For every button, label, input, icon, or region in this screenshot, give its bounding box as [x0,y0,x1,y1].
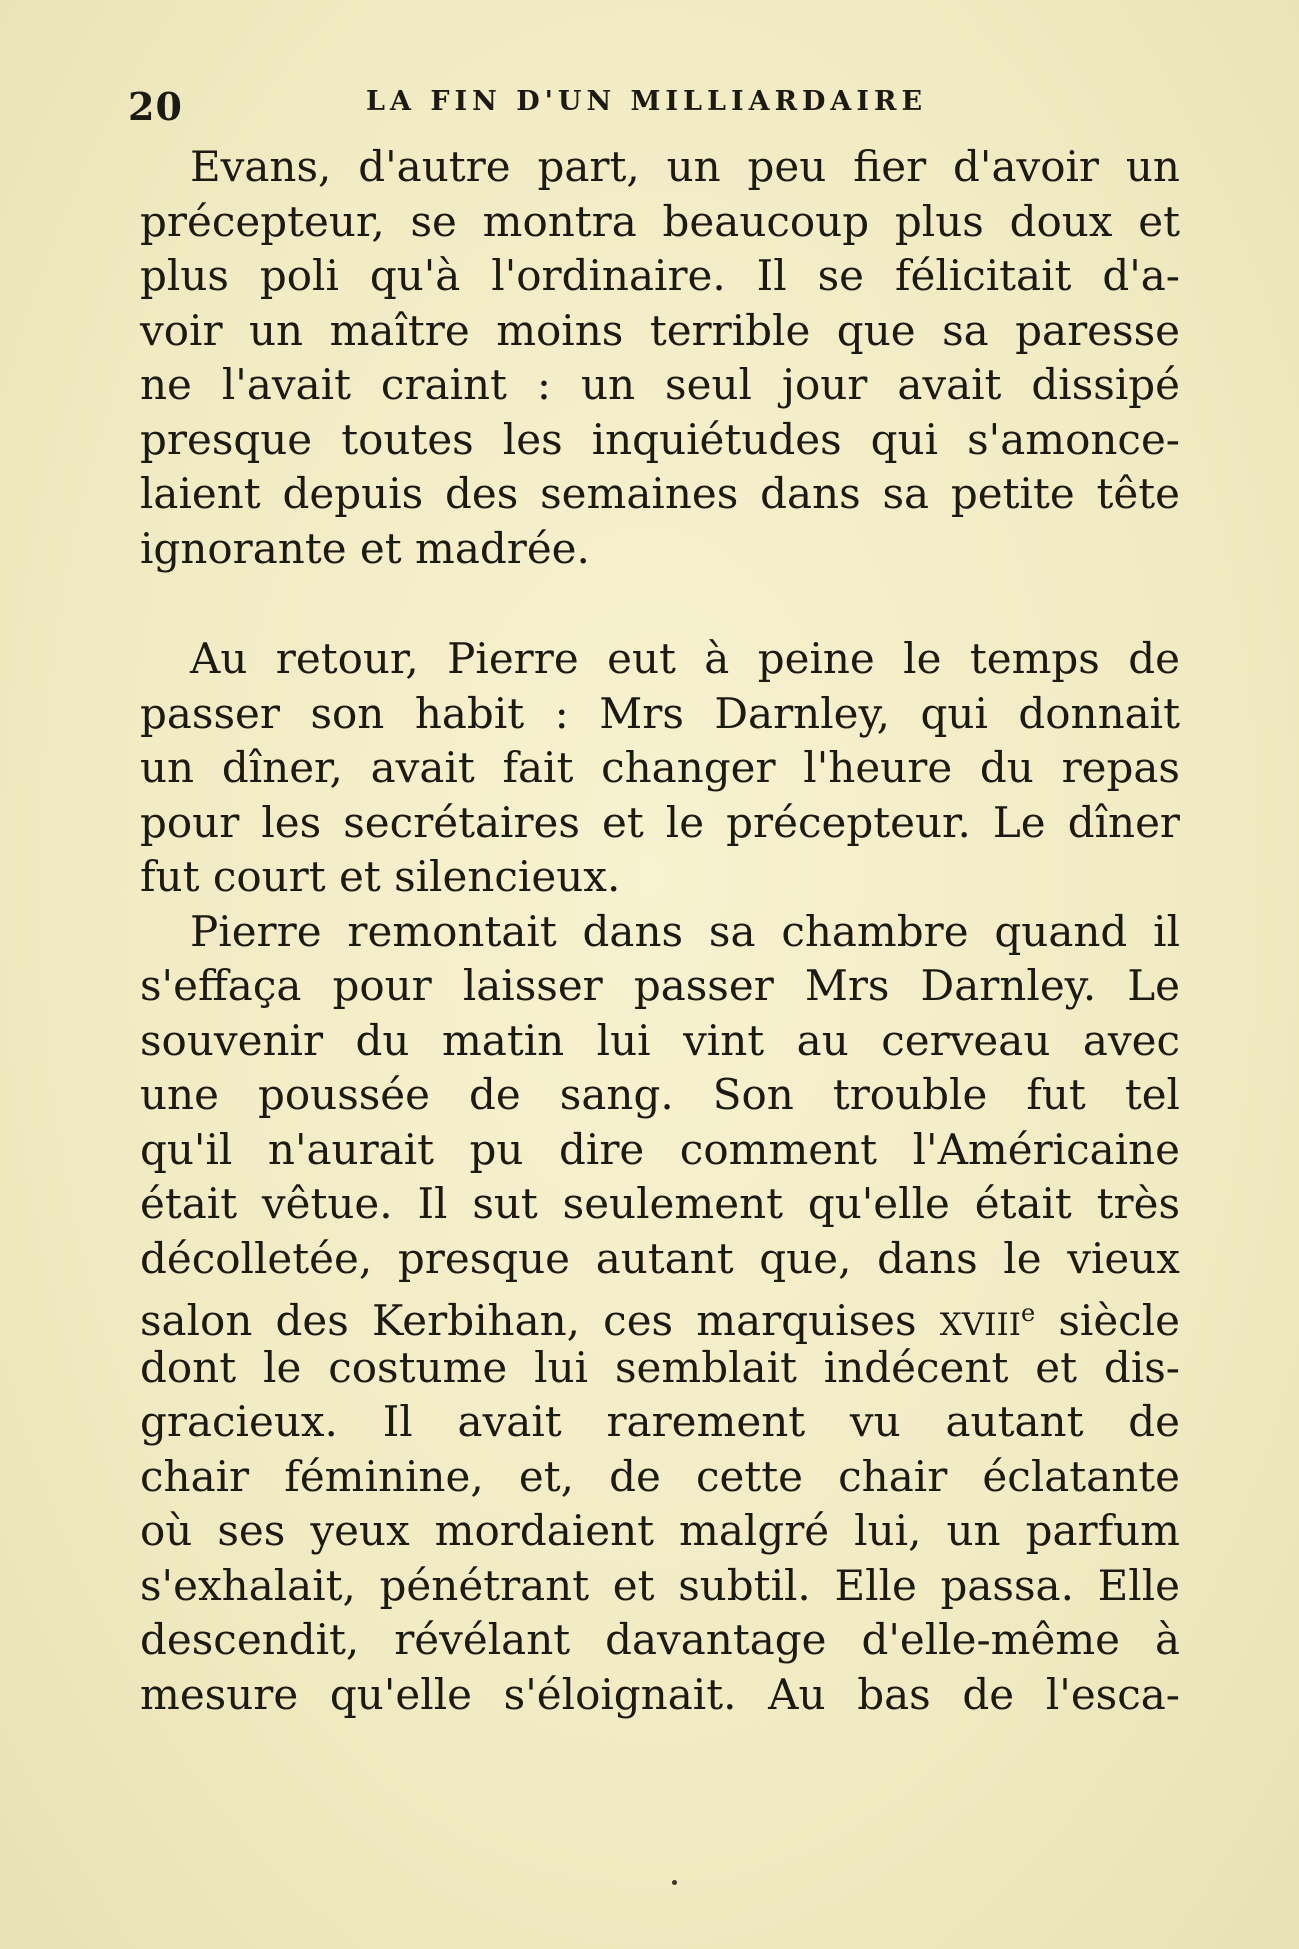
text-line: s'exhalait, pénétrant et subtil. Elle passa. Elle [140,1560,1180,1610]
body-text [140,140,1180,1722]
text-line: où ses yeux mordaient malgré lui, un parfum [140,1506,1180,1555]
text-line-century [140,1286,1180,1345]
century-superscript: e [1020,1299,1036,1327]
text-line: chair féminine, et, de cette chair éclatante [140,1451,1180,1501]
text-line: gracieux. Il avait rarement vu autant de [140,1397,1180,1446]
text-line: dont le costume lui semblait indécent et dis- [140,1342,1180,1392]
text-line: un dîner, avait fait changer l'heure du repas [140,743,1180,792]
text-line: s'effaça pour laisser passer Mrs Darnley. Le [140,961,1180,1010]
text-line: voir un maître moins terrible que sa paresse [140,305,1180,355]
paragraph-spacer [140,576,1180,632]
text-line: plus poli qu'à l'ordinaire. Il se félicitait d'a- [140,251,1180,300]
century-numeral: XVIII [939,1307,1021,1343]
page-number: 20 [128,84,183,129]
text-line: fut court et silencieux. [140,852,621,901]
paragraph-1 [140,140,1180,576]
text-line: passer son habit : Mrs Darnley, qui donnait [140,688,1180,738]
text-line: Evans, d'autre part, un peu fier d'avoir un [190,142,1180,191]
text-line: précepteur, se montra beaucoup plus doux et [140,196,1180,246]
paragraph-3 [140,905,1180,1723]
running-head [128,78,1178,138]
text-line: ignorante et madrée. [140,523,590,573]
text-line: Au retour, Pierre eut à peine le temps de [190,634,1180,683]
text-line: Pierre remontait dans sa chambre quand il [190,906,1180,956]
text-line: descendit, révélant davantage d'elle-même à [140,1615,1180,1664]
text-line: souvenir du matin lui vint au cerveau avec [140,1015,1180,1065]
century-line-end: siècle [1035,1296,1180,1345]
ink-speck [672,1880,677,1885]
text-line: une poussée de sang. Son trouble fut tel [140,1070,1180,1119]
paragraph-2 [140,632,1180,905]
text-line: presque toutes les inquiétudes qui s'amonce- [140,414,1180,464]
text-line: décolletée, presque autant que, dans le vieux [140,1233,1180,1283]
century-line-start: salon des Kerbihan, ces marquises [140,1296,940,1345]
text-line: pour les secrétaires et le précepteur. Le dîner [140,797,1180,847]
book-title: LA FIN D'UN MILLIARDAIRE [366,86,928,117]
text-line: était vêtue. Il sut seulement qu'elle était très [140,1179,1180,1228]
text-line: qu'il n'aurait pu dire comment l'Américaine [140,1124,1180,1174]
text-line: laient depuis des semaines dans sa petite tête [140,469,1180,518]
text-line: ne l'avait craint : un seul jour avait dissipé [140,360,1180,409]
text-line: mesure qu'elle s'éloignait. Au bas de l'esca- [140,1669,1180,1719]
